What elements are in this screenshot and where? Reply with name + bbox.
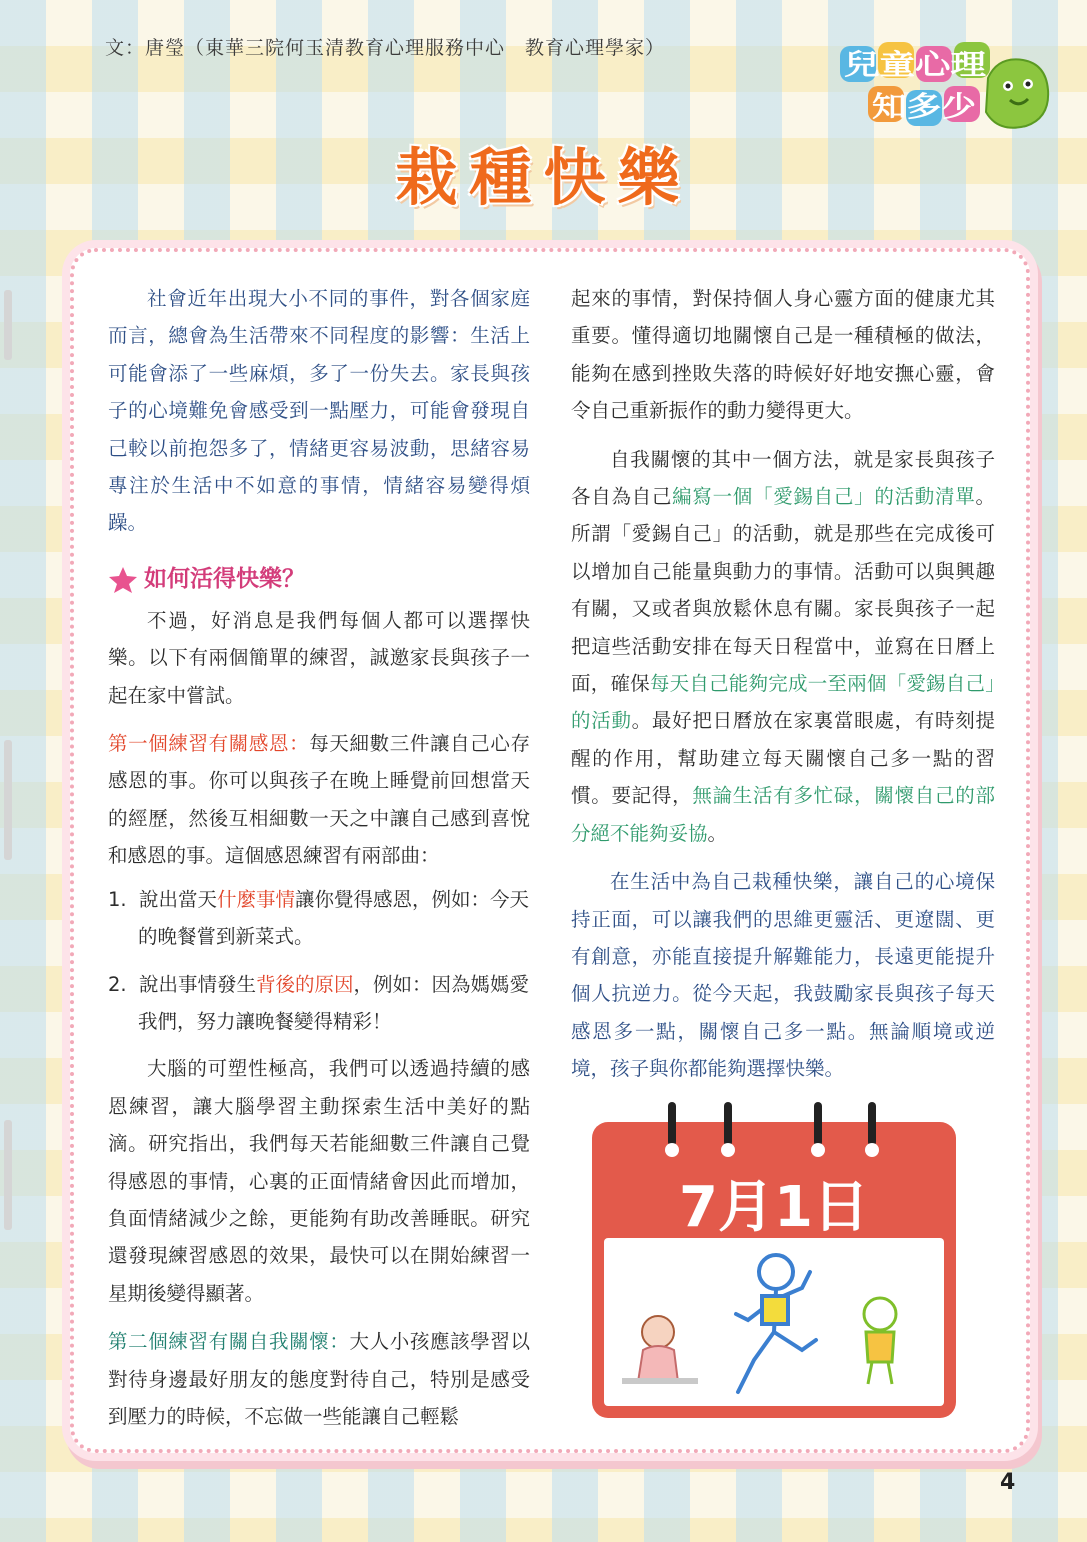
closing-paragraph: 在生活中為自己栽種快樂，讓自己的心境保持正面，可以讓我們的思維更靈活、更遼闊、更有創意，亦能直接提升解難能力，長遠更能提升個人抗逆力。從今天起，我鼓勵家長與孩子每天感恩多一點，關懷自己多一點。無論順境或逆境，孩子與你都能夠選擇快樂。 bbox=[571, 870, 995, 1081]
section-heading-text: 如何活得快樂？ bbox=[144, 566, 305, 593]
page-title: 栽種快樂 bbox=[395, 141, 692, 214]
page-number: 4 bbox=[1000, 1470, 1016, 1495]
article-left-column bbox=[108, 280, 530, 1435]
intro-paragraph: 社會近年出現大小不同的事件，對各個家庭而言，總會為生活帶來不同程度的影響：生活上可能會添了一些麻煩，多了一份失去。家長與孩子的心境難免會感受到一點壓力，可能會發現自己較以前抱怨多了，情緒更容易波動，思緒容易專注於生活中不如意的事情，情緒容易變得煩躁。 bbox=[108, 287, 530, 535]
section-heading bbox=[108, 560, 530, 600]
mascot-icon bbox=[986, 59, 1048, 127]
exercise-1-text: 每天細數三件讓自己心存感恩的事。你可以與孩子在晚上睡覺前回想當天的經歷，然後互相細數一天之中讓自己感到喜悅和感恩的事。這個感恩練習有兩部曲： bbox=[108, 732, 530, 868]
list-item: 2. 說出事情發生背後的原因，例如：因為媽媽愛我們，努力讓晚餐變得精彩！ bbox=[108, 972, 530, 1033]
logo-line-1: 兒童心理 bbox=[844, 48, 986, 81]
highlight-text: 每天自己能夠完成一至兩個「愛錫自己」的活動 bbox=[571, 672, 995, 733]
calendar-date: 7月1日 bbox=[679, 1175, 869, 1240]
author-byline: 文：唐瑩（東華三院何玉清教育心理服務中心 教育心理學家） bbox=[105, 37, 666, 59]
gratitude-steps bbox=[108, 881, 530, 1041]
logo-line-2: 知多少 bbox=[872, 90, 976, 123]
binding-mark bbox=[4, 290, 12, 360]
article-right-column bbox=[571, 280, 995, 1088]
exercise-1-label: 第一個練習有關感恩： bbox=[108, 732, 310, 756]
highlight-text: 無論生活有多忙碌，關懷自己的部分絕不能夠妥協 bbox=[571, 784, 995, 845]
calendar-illustration bbox=[588, 1100, 962, 1424]
body-paragraph: 不過，好消息是我們每個人都可以選擇快樂。以下有兩個簡單的練習，誠邀家長與孩子一起在家中嘗試。 bbox=[108, 608, 530, 707]
binding-mark bbox=[4, 1120, 12, 1230]
exercise-1-paragraph bbox=[108, 725, 530, 875]
list-item: 1. 說出當天什麼事情讓你覺得感恩，例如：今天的晚餐嘗到新菜式。 bbox=[108, 887, 530, 949]
highlight-text: 什麼事情 bbox=[217, 887, 296, 911]
self-care-paragraph: 自我關懷的其中一個方法，就是家長與孩子各自為自己編寫一個「愛錫自己」的活動清單。所謂「愛錫自己」的活動，就是那些在完成後可以增加自己能量與動力的事情。活動可以與興趣有關，又或者與放鬆休息有關。家長與孩子一起把這些活動安排在每天日程當中，並寫在日曆上面，確保每天自己能夠完成一至兩個「愛錫自己」的活動。最好把日曆放在家裏當眼處，有時刻提醒的作用，幫助建立每天關懷自己多一點的習慣。要記得，無論生活有多忙碌，關懷自己的部分絕不能夠妥協。 bbox=[571, 447, 995, 845]
highlight-text: 編寫一個「愛錫自己」的活動清單 bbox=[672, 485, 976, 509]
binding-mark bbox=[4, 740, 12, 860]
body-paragraph: 大腦的可塑性極高，我們可以透過持續的感恩練習，讓大腦學習主動探索生活中美好的點滴。研究指出，我們每天若能細數三件讓自己覺得感恩的事情，心裏的正面情緒會因此而增加，負面情緒減少之餘，更能夠有助改善睡眠。研究還發現練習感恩的效果，最快可以在開始練習一星期後變得顯著。 bbox=[108, 1057, 530, 1305]
series-logo bbox=[838, 38, 1052, 138]
star-icon bbox=[108, 565, 138, 595]
highlight-text: 背後的原因 bbox=[256, 972, 354, 996]
exercise-2-paragraph bbox=[108, 1323, 530, 1435]
exercise-2-text: 大人小孩應該學習以對待身邊最好朋友的態度對待自己，特別是感受到壓力的時候，不忘做一些能讓自己輕鬆 bbox=[108, 1330, 530, 1428]
exercise-2-label: 第二個練習有關自我關懷： bbox=[108, 1330, 350, 1354]
body-paragraph: 起來的事情，對保持個人身心靈方面的健康尤其重要。懂得適切地關懷自己是一種積極的做法，能夠在感到挫敗失落的時候好好地安撫心靈，會令自己重新振作的動力變得更大。 bbox=[571, 287, 995, 423]
